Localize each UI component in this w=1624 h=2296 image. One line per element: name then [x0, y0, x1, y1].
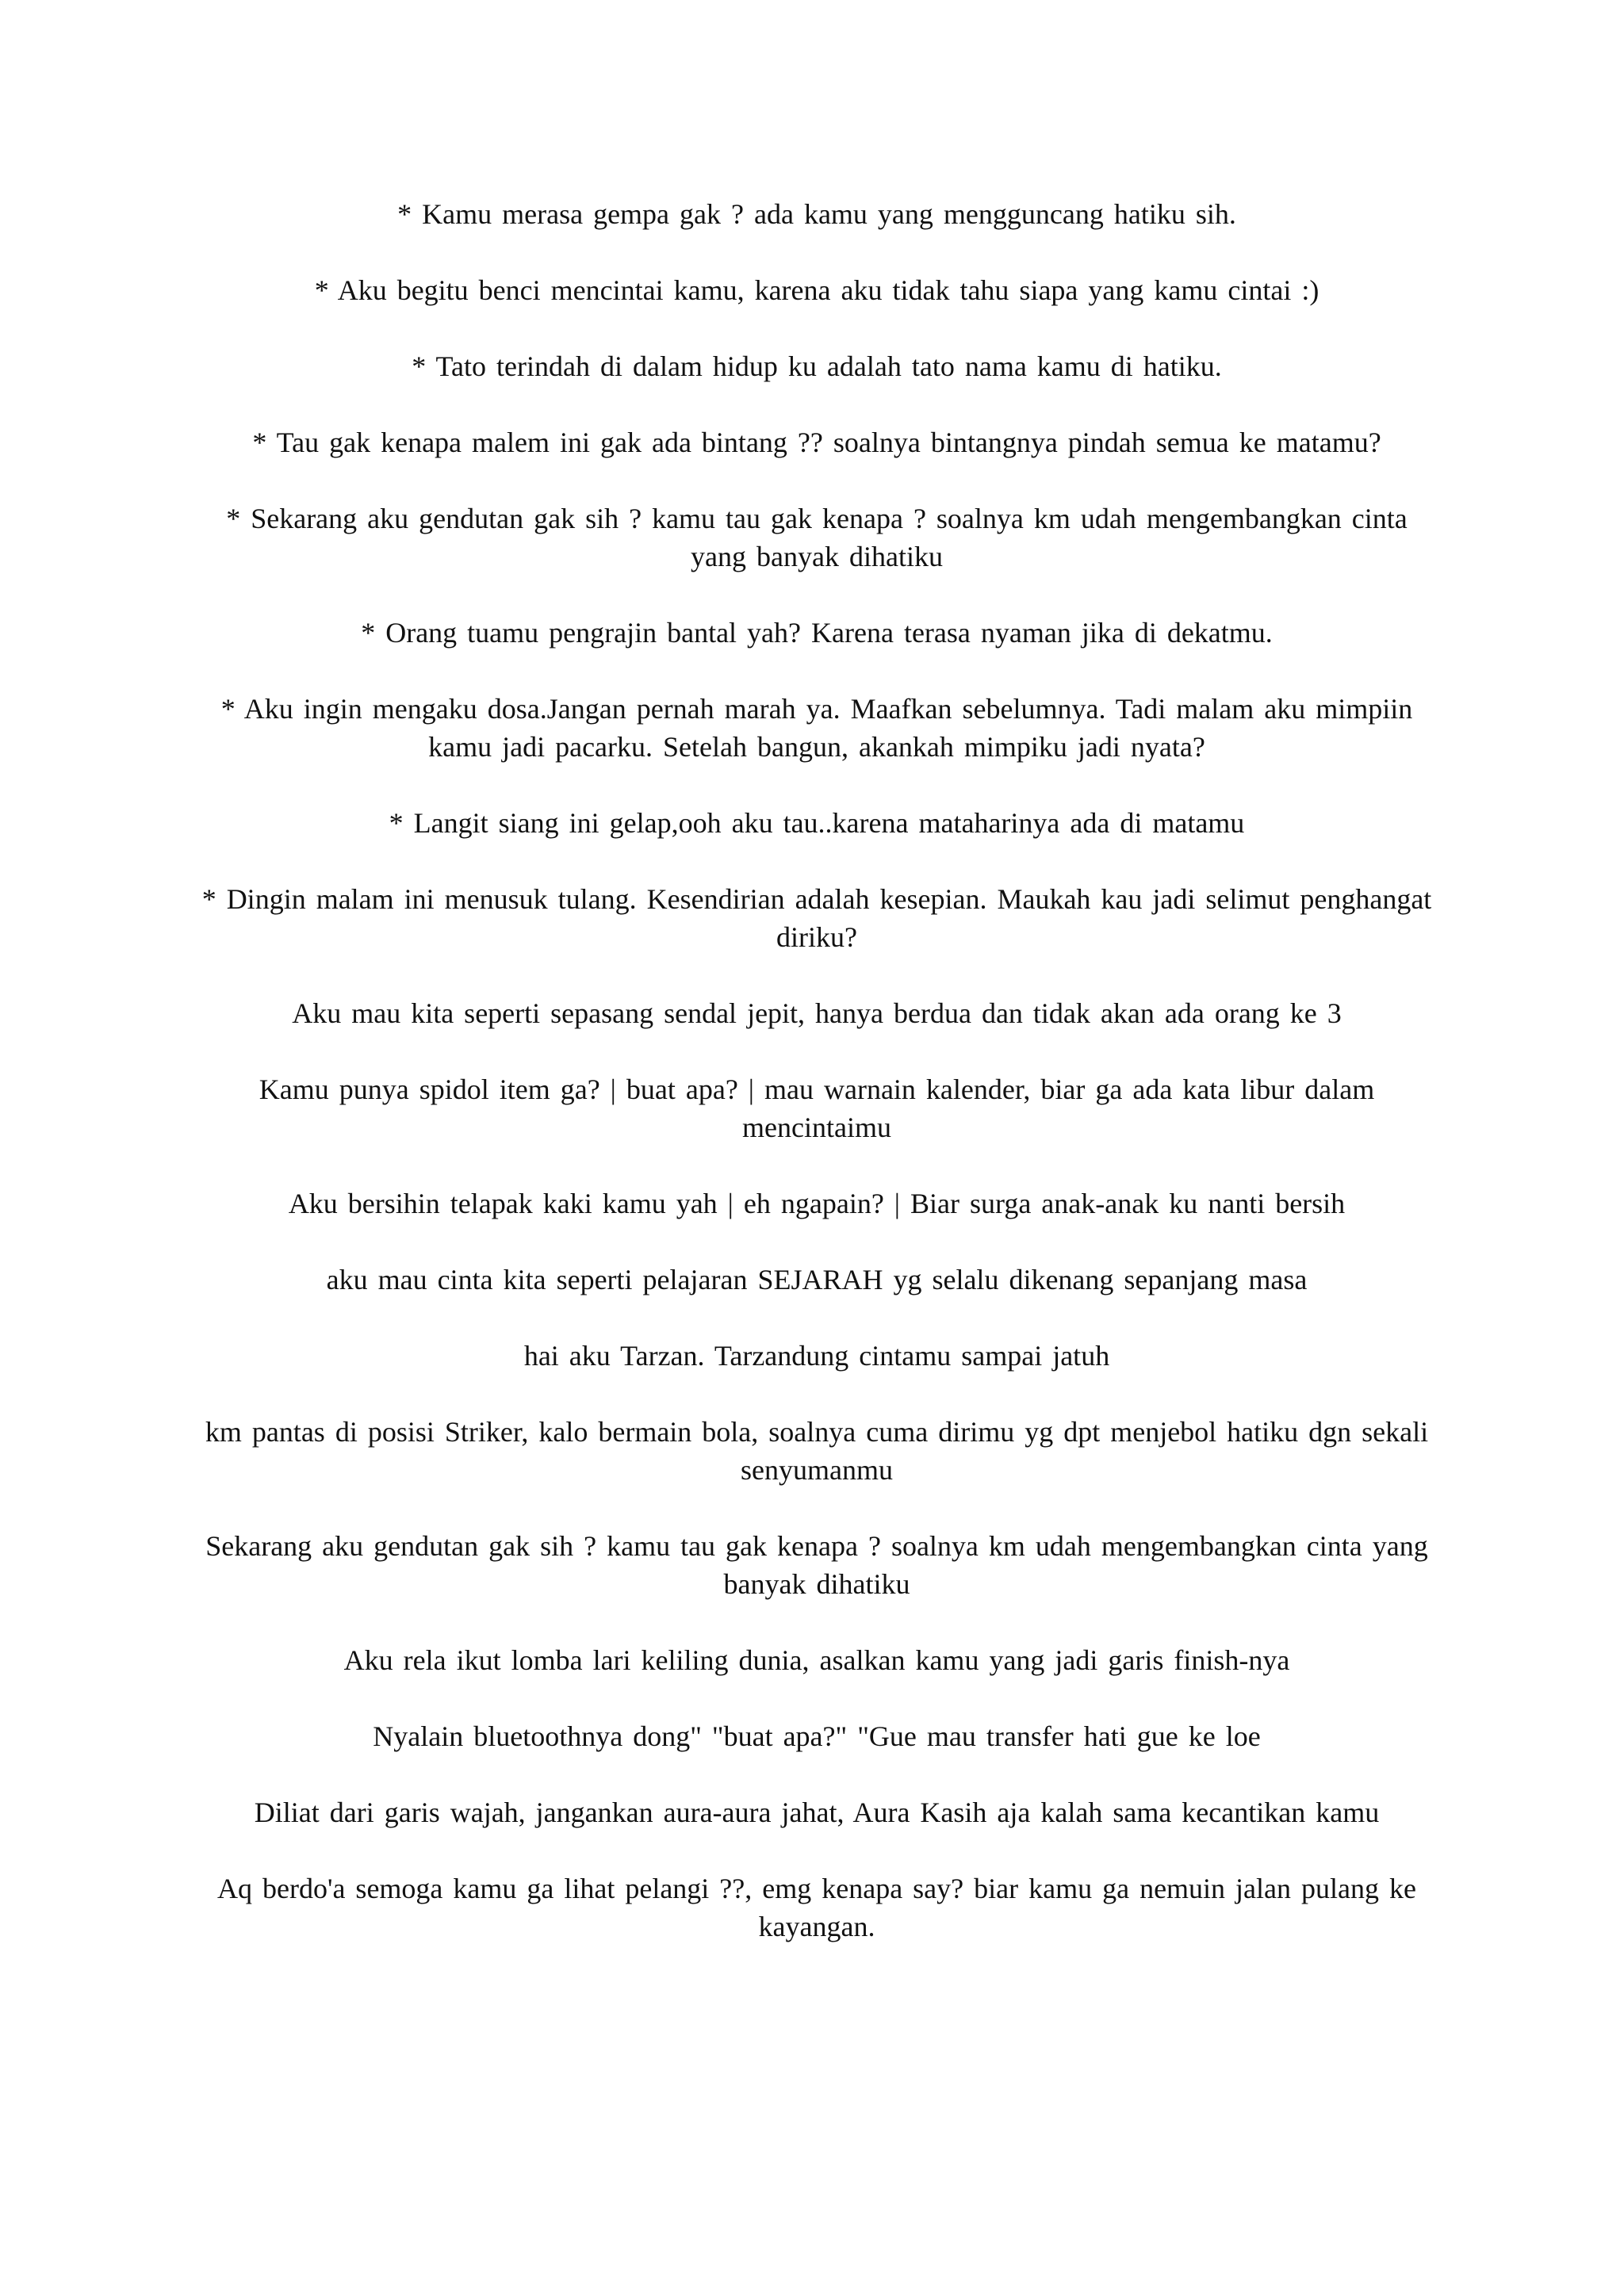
- paragraph: Diliat dari garis wajah, jangankan aura-aura jahat, Aura Kasih aja kalah sama kecantikan kamu: [254, 1797, 1380, 1828]
- paragraph: * Sekarang aku gendutan gak sih ? kamu tau gak kenapa ? soalnya km udah mengembangkan cinta yang banyak dihatiku: [226, 503, 1408, 572]
- paragraph: km pantas di posisi Striker, kalo bermain bola, soalnya cuma dirimu yg dpt menjebol hatiku dgn sekali senyumanmu: [205, 1416, 1429, 1486]
- paragraph: aku mau cinta kita seperti pelajaran SEJARAH yg selalu dikenang sepanjang masa: [326, 1264, 1308, 1295]
- paragraph: Aku bersihin telapak kaki kamu yah | eh ngapain? | Biar surga anak-anak ku nanti bersih: [288, 1188, 1346, 1219]
- paragraph: * Aku begitu benci mencintai kamu, karena aku tidak tahu siapa yang kamu cintai :): [314, 274, 1320, 306]
- paragraph: * Tato terindah di dalam hidup ku adalah tato nama kamu di hatiku.: [412, 350, 1222, 382]
- paragraph: Aq berdo'a semoga kamu ga lihat pelangi ??, emg kenapa say? biar kamu ga nemuin jalan pulang ke kayangan.: [217, 1873, 1416, 1942]
- paragraph: Aku rela ikut lomba lari keliling dunia, asalkan kamu yang jadi garis finish-nya: [343, 1644, 1290, 1676]
- paragraph: Aku mau kita seperti sepasang sendal jepit, hanya berdua dan tidak akan ada orang ke 3: [292, 997, 1342, 1029]
- paragraph: Sekarang aku gendutan gak sih ? kamu tau gak kenapa ? soalnya km udah mengembangkan cinta yang banyak dihatiku: [205, 1530, 1428, 1600]
- paragraph: * Langit siang ini gelap,ooh aku tau..karena mataharinya ada di matamu: [389, 807, 1245, 839]
- paragraph: Nyalain bluetoothnya dong" "buat apa?" "Gue mau transfer hati gue ke loe: [373, 1720, 1261, 1752]
- paragraph: hai aku Tarzan. Tarzandung cintamu sampai jatuh: [523, 1340, 1110, 1372]
- paragraph: * Kamu merasa gempa gak ? ada kamu yang mengguncang hatiku sih.: [397, 198, 1236, 230]
- paragraph: * Aku ingin mengaku dosa.Jangan pernah marah ya. Maafkan sebelumnya. Tadi malam aku mimpiin kamu jadi pacarku. Setelah bangun, akankah mimpiku jadi nyata?: [220, 693, 1413, 763]
- paragraph: * Dingin malam ini menusuk tulang. Kesendirian adalah kesepian. Maukah kau jadi selimut penghangat diriku?: [201, 883, 1432, 953]
- paragraph: * Tau gak kenapa malem ini gak ada bintang ?? soalnya bintangnya pindah semua ke matamu?: [252, 427, 1381, 458]
- document-body: [198, 195, 1435, 1984]
- paragraph: Kamu punya spidol item ga? | buat apa? | mau warnain kalender, biar ga ada kata libur dalam mencintaimu: [259, 1073, 1375, 1143]
- paragraph: * Orang tuamu pengrajin bantal yah? Karena terasa nyaman jika di dekatmu.: [361, 617, 1273, 649]
